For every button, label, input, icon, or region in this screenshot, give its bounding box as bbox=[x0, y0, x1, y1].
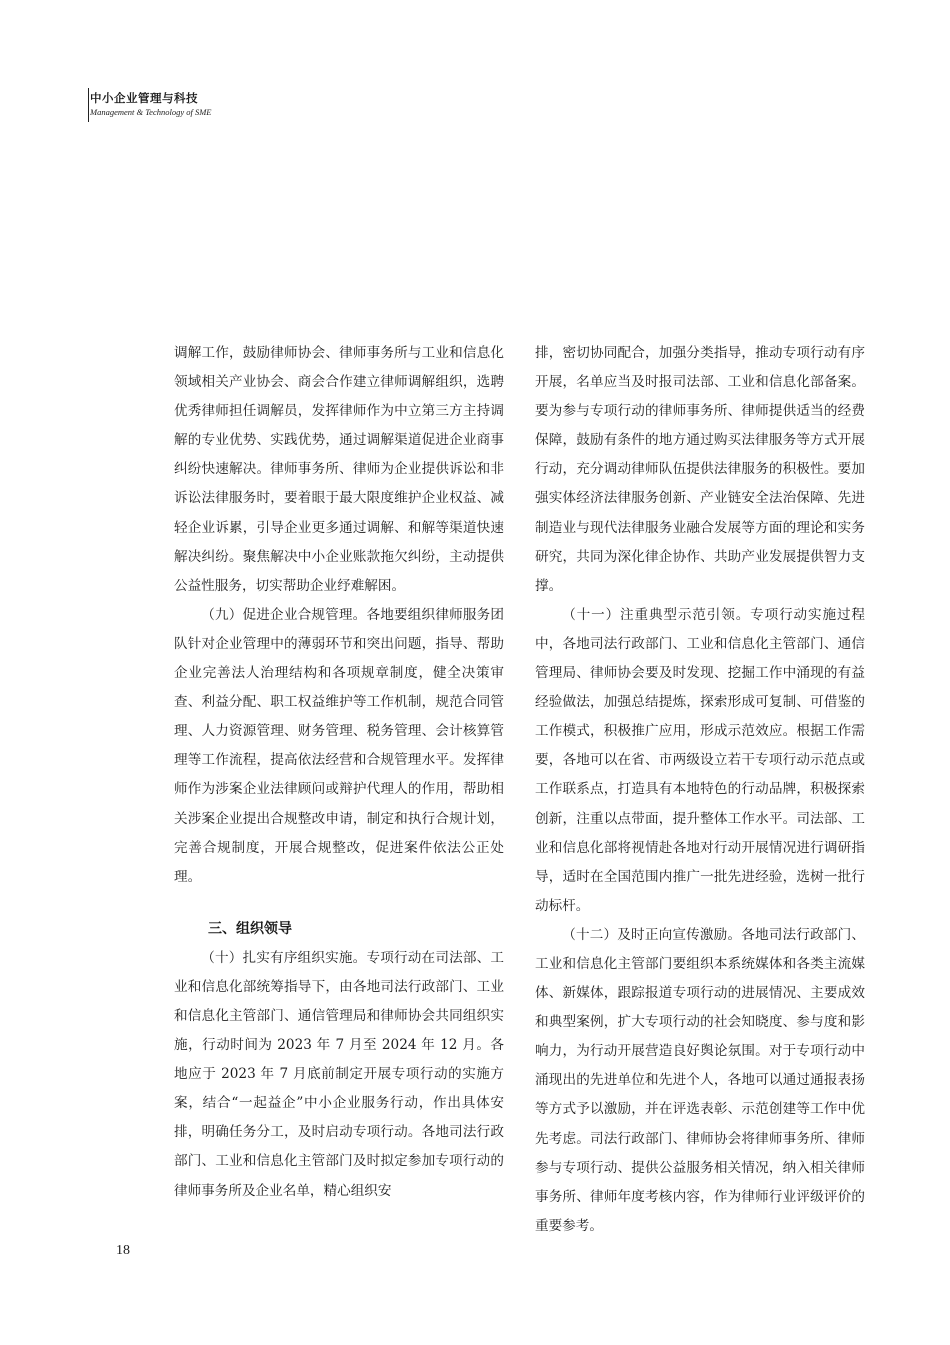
paragraph-10: （十）扎实有序组织实施。专项行动在司法部、工业和信息化部统筹指导下，由各地司法行政部门、工业和信息化主管部门、通信管理局和律师协会共同组织实施，行动时间为 2023 年 7 月至 2024 年 12 月。各地应于 2023 年 7 月底前制定开展专项行动的实施方案，结合“一起益企”中小企业服务行动，作出具体安排，明确任务分工，及时启动专项行动。各地司法行政部门、工业和信息化主管部门及时拟定参加专项行动的律师事务所及企业名单，精心组织安 bbox=[174, 949, 504, 1199]
journal-header bbox=[90, 91, 212, 118]
header-rule bbox=[88, 88, 89, 122]
page-number: 18 bbox=[116, 1243, 130, 1258]
right-column bbox=[535, 339, 865, 1241]
left-column bbox=[174, 339, 504, 1206]
paragraph-continuation-left: 调解工作，鼓励律师协会、律师事务所与工业和信息化领域相关产业协会、商会合作建立律师调解组织，选聘优秀律师担任调解员，发挥律师作为中立第三方主持调解的专业优势、实践优势，通过调解渠道促进企业商事纠纷快速解决。律师事务所、律师为企业提供诉讼和非诉讼法律服务时，要着眼于最大限度维护企业权益、减轻企业诉累，引导企业更多通过调解、和解等渠道快速解决纠纷。聚焦解决中小企业账款拖欠纠纷，主动提供公益性服务，切实帮助企业纾难解困。 bbox=[174, 345, 504, 594]
paragraph-9: （九）促进企业合规管理。各地要组织律师服务团队针对企业管理中的薄弱环节和突出问题，指导、帮助企业完善法人治理结构和各项规章制度，健全决策审查、利益分配、职工权益维护等工作机制，规范合同管理、人力资源管理、财务管理、税务管理、会计核算管理等工作流程，提高依法经营和合规管理水平。发挥律师作为涉案企业法律顾问或辩护代理人的作用，帮助相关涉案企业提出合规整改申请，制定和执行合规计划，完善合规制度，开展合规整改，促进案件依法公正处理。 bbox=[174, 606, 504, 885]
journal-title-en: Management & Technology of SME bbox=[90, 107, 212, 117]
paragraph-12: （十二）及时正向宣传激励。各地司法行政部门、工业和信息化主管部门要组织本系统媒体和各类主流媒体、新媒体，跟踪报道专项行动的进展情况、主要成效和典型案例，扩大专项行动的社会知晓度、参与度和影响力，为行动开展营造良好舆论氛围。对于专项行动中涌现出的先进单位和先进个人，各地可以通过通报表扬等方式予以激励，并在评选表彰、示范创建等工作中优先考虑。司法行政部门、律师协会将律师事务所、律师参与专项行动、提供公益服务相关情况，纳入相关律师事务所、律师年度考核内容，作为律师行业评级评价的重要参考。 bbox=[535, 926, 865, 1234]
paragraph-continuation-right: 排，密切协同配合，加强分类指导，推动专项行动有序开展，名单应当及时报司法部、工业和信息化部备案。要为参与专项行动的律师事务所、律师提供适当的经费保障，鼓励有条件的地方通过购买法律服务等方式开展行动，充分调动律师队伍提供法律服务的积极性。要加强实体经济法律服务创新、产业链安全法治保障、先进制造业与现代法律服务业融合发展等方面的理论和实务研究，共同为深化律企协作、共助产业发展提供智力支撑。 bbox=[535, 345, 865, 594]
paragraph-11: （十一）注重典型示范引领。专项行动实施过程中，各地司法行政部门、工业和信息化主管部门、通信管理局、律师协会要及时发现、挖掘工作中涌现的有益经验做法，加强总结提炼，探索形成可复制、可借鉴的工作模式，积极推广应用，形成示范效应。根据工作需要，各地可以在省、市两级设立若干专项行动示范点或工作联系点，打造具有本地特色的行动品牌，积极探索创新，注重以点带面，提升整体工作水平。司法部、工业和信息化部将视情赴各地对行动开展情况进行调研指导，适时在全国范围内推广一批先进经验，选树一批行动标杆。 bbox=[535, 606, 865, 914]
section-title: 三、组织领导 bbox=[208, 920, 292, 937]
journal-title-cn: 中小企业管理与科技 bbox=[90, 91, 198, 105]
